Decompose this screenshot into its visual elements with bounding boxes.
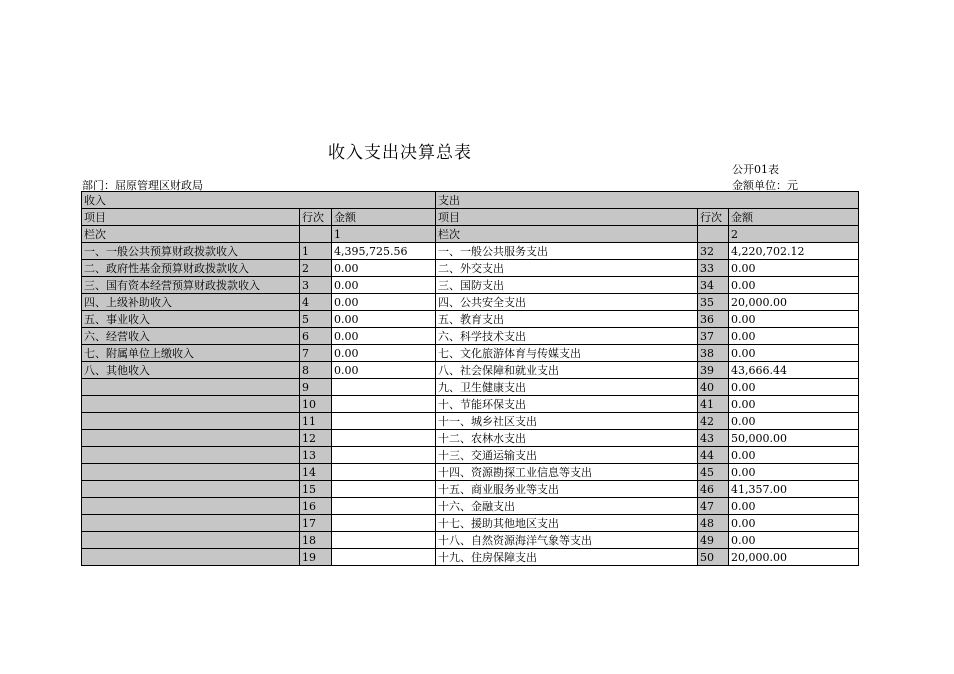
- expense-line-cell: 38: [698, 345, 729, 362]
- income-item-cell: 三、国有资本经营预算财政拨款收入: [82, 277, 300, 294]
- expense-amount-cell: 0.00: [729, 396, 859, 413]
- income-line-cell: 16: [300, 498, 332, 515]
- table-row: [82, 243, 859, 260]
- expense-line-cell: 40: [698, 379, 729, 396]
- income-amount-cell: [332, 515, 436, 532]
- expense-item-cell: 十四、资源勘探工业信息等支出: [436, 464, 698, 481]
- income-amount-cell: [332, 396, 436, 413]
- table-row: [82, 515, 859, 532]
- expense-amount-cell: 0.00: [729, 277, 859, 294]
- expense-line-cell: 49: [698, 532, 729, 549]
- expense-amount-cell: 0.00: [729, 328, 859, 345]
- expense-item-cell: 十八、自然资源海洋气象等支出: [436, 532, 698, 549]
- table-row: [82, 464, 859, 481]
- expense-amount-cell: 4,220,702.12: [729, 243, 859, 260]
- expense-section-header: 支出: [436, 192, 859, 209]
- expense-amount-cell: 0.00: [729, 379, 859, 396]
- income-line-cell: 5: [300, 311, 332, 328]
- table-row: [82, 277, 859, 294]
- expense-item-cell: 十七、援助其他地区支出: [436, 515, 698, 532]
- expense-item-cell: 九、卫生健康支出: [436, 379, 698, 396]
- income-amount-cell: 4,395,725.56: [332, 243, 436, 260]
- expense-line-cell: 45: [698, 464, 729, 481]
- income-line-cell: 8: [300, 362, 332, 379]
- expense-line-cell: 41: [698, 396, 729, 413]
- income-item-cell: [82, 549, 300, 566]
- expense-line-cell: 48: [698, 515, 729, 532]
- expense-line-cell: 47: [698, 498, 729, 515]
- expense-item-cell: 三、国防支出: [436, 277, 698, 294]
- income-section-header: 收入: [82, 192, 436, 209]
- income-line-cell: 12: [300, 430, 332, 447]
- income-item-header: 项目: [82, 209, 300, 226]
- expense-amount-cell: 0.00: [729, 498, 859, 515]
- income-line-cell: 17: [300, 515, 332, 532]
- income-item-cell: [82, 396, 300, 413]
- expense-line-cell: 46: [698, 481, 729, 498]
- income-line-cell: 14: [300, 464, 332, 481]
- income-line-cell: 10: [300, 396, 332, 413]
- expense-amount-cell: 0.00: [729, 464, 859, 481]
- income-item-cell: [82, 430, 300, 447]
- expense-amount-cell: 0.00: [729, 447, 859, 464]
- table-row: [82, 328, 859, 345]
- income-expense-table: [81, 191, 859, 566]
- table-row: [82, 430, 859, 447]
- income-item-cell: 一、一般公共预算财政拨款收入: [82, 243, 300, 260]
- income-amount-cell: 0.00: [332, 362, 436, 379]
- income-line-cell: 11: [300, 413, 332, 430]
- income-line-cell: 3: [300, 277, 332, 294]
- income-item-cell: [82, 532, 300, 549]
- income-line-cell: 7: [300, 345, 332, 362]
- income-amount-cell: 0.00: [332, 277, 436, 294]
- expense-amount-cell: 0.00: [729, 260, 859, 277]
- expense-amount-header: 金额: [729, 209, 859, 226]
- expense-item-cell: 七、文化旅游体育与传媒支出: [436, 345, 698, 362]
- income-line-cell: 4: [300, 294, 332, 311]
- income-amount-cell: 0.00: [332, 311, 436, 328]
- income-line-cell: 13: [300, 447, 332, 464]
- expense-line-cell: 39: [698, 362, 729, 379]
- expense-line-cell: 35: [698, 294, 729, 311]
- expense-line-cell: 32: [698, 243, 729, 260]
- income-amount-cell: [332, 464, 436, 481]
- income-line-cell: 9: [300, 379, 332, 396]
- income-line-header: 行次: [300, 209, 332, 226]
- expense-amount-cell: 0.00: [729, 515, 859, 532]
- expense-amount-cell: 50,000.00: [729, 430, 859, 447]
- table-row: [82, 498, 859, 515]
- expense-item-cell: 一、一般公共服务支出: [436, 243, 698, 260]
- income-item-cell: [82, 447, 300, 464]
- table-row: [82, 396, 859, 413]
- expense-item-cell: 五、教育支出: [436, 311, 698, 328]
- income-line-cell: 19: [300, 549, 332, 566]
- expense-item-cell: 十六、金融支出: [436, 498, 698, 515]
- section-header-row: [82, 192, 859, 209]
- income-item-cell: [82, 464, 300, 481]
- expense-item-cell: 八、社会保障和就业支出: [436, 362, 698, 379]
- income-item-cell: [82, 413, 300, 430]
- unit-label: 金额单位：元: [732, 179, 798, 192]
- income-amount-cell: [332, 498, 436, 515]
- income-item-cell: [82, 481, 300, 498]
- income-line-cell: 1: [300, 243, 332, 260]
- expense-amount-cell: 43,666.44: [729, 362, 859, 379]
- table-row: [82, 532, 859, 549]
- form-code: 公开01表: [732, 163, 779, 176]
- income-line-cell: 2: [300, 260, 332, 277]
- expense-amount-cell: 0.00: [729, 311, 859, 328]
- income-line-blank: [300, 226, 332, 243]
- expense-line-blank: [698, 226, 729, 243]
- table-row: [82, 311, 859, 328]
- table-row: [82, 379, 859, 396]
- income-item-cell: 七、附属单位上缴收入: [82, 345, 300, 362]
- expense-amount-cell: 41,357.00: [729, 481, 859, 498]
- expense-amount-cell: 0.00: [729, 413, 859, 430]
- income-item-cell: 四、上级补助收入: [82, 294, 300, 311]
- expense-item-cell: 十二、农林水支出: [436, 430, 698, 447]
- table-row: [82, 362, 859, 379]
- expense-line-cell: 36: [698, 311, 729, 328]
- table-row: [82, 549, 859, 566]
- expense-amount-cell: 0.00: [729, 532, 859, 549]
- income-amount-cell: [332, 379, 436, 396]
- income-column-number: 1: [332, 226, 436, 243]
- income-amount-cell: [332, 481, 436, 498]
- income-item-cell: [82, 515, 300, 532]
- expense-line-cell: 37: [698, 328, 729, 345]
- expense-line-header: 行次: [698, 209, 729, 226]
- income-amount-cell: 0.00: [332, 294, 436, 311]
- income-amount-cell: [332, 430, 436, 447]
- income-amount-cell: 0.00: [332, 328, 436, 345]
- expense-item-cell: 十五、商业服务业等支出: [436, 481, 698, 498]
- expense-line-cell: 44: [698, 447, 729, 464]
- column-number-row: [82, 226, 859, 243]
- expense-line-cell: 34: [698, 277, 729, 294]
- expense-item-cell: 十、节能环保支出: [436, 396, 698, 413]
- income-amount-cell: [332, 532, 436, 549]
- income-amount-cell: [332, 549, 436, 566]
- expense-item-cell: 十九、住房保障支出: [436, 549, 698, 566]
- expense-line-cell: 50: [698, 549, 729, 566]
- expense-line-cell: 43: [698, 430, 729, 447]
- income-amount-header: 金额: [332, 209, 436, 226]
- income-item-cell: 六、经营收入: [82, 328, 300, 345]
- expense-amount-cell: 20,000.00: [729, 549, 859, 566]
- report-title: 收入支出决算总表: [328, 143, 472, 163]
- income-amount-cell: [332, 447, 436, 464]
- income-line-cell: 15: [300, 481, 332, 498]
- income-line-cell: 6: [300, 328, 332, 345]
- expense-item-cell: 十三、交通运输支出: [436, 447, 698, 464]
- expense-column-number: 2: [729, 226, 859, 243]
- income-amount-cell: [332, 413, 436, 430]
- income-column-label: 栏次: [82, 226, 300, 243]
- income-item-cell: [82, 379, 300, 396]
- income-amount-cell: 0.00: [332, 345, 436, 362]
- expense-item-cell: 二、外交支出: [436, 260, 698, 277]
- table-row: [82, 481, 859, 498]
- expense-item-header: 项目: [436, 209, 698, 226]
- table-row: [82, 260, 859, 277]
- expense-item-cell: 四、公共安全支出: [436, 294, 698, 311]
- column-header-row: [82, 209, 859, 226]
- table-row: [82, 447, 859, 464]
- income-item-cell: 五、事业收入: [82, 311, 300, 328]
- income-amount-cell: 0.00: [332, 260, 436, 277]
- expense-column-label: 栏次: [436, 226, 698, 243]
- income-line-cell: 18: [300, 532, 332, 549]
- table-row: [82, 294, 859, 311]
- income-item-cell: [82, 498, 300, 515]
- expense-item-cell: 十一、城乡社区支出: [436, 413, 698, 430]
- income-item-cell: 八、其他收入: [82, 362, 300, 379]
- income-item-cell: 二、政府性基金预算财政拨款收入: [82, 260, 300, 277]
- table-row: [82, 413, 859, 430]
- table-row: [82, 345, 859, 362]
- department-label: 部门：屈原管理区财政局: [82, 179, 203, 192]
- expense-item-cell: 六、科学技术支出: [436, 328, 698, 345]
- expense-amount-cell: 20,000.00: [729, 294, 859, 311]
- expense-amount-cell: 0.00: [729, 345, 859, 362]
- expense-line-cell: 42: [698, 413, 729, 430]
- expense-line-cell: 33: [698, 260, 729, 277]
